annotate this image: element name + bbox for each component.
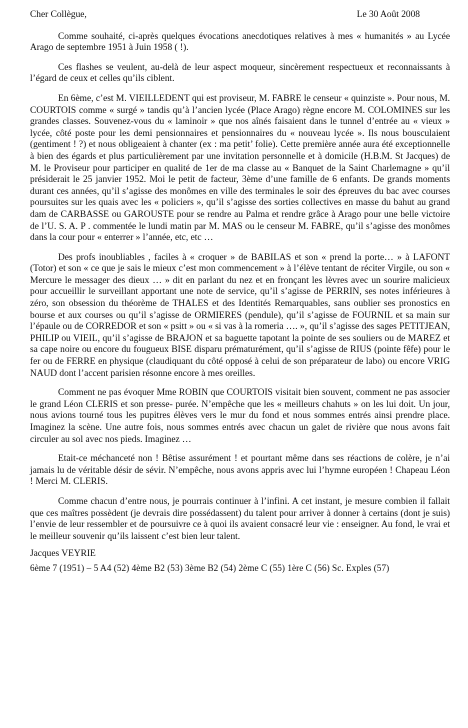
letter-header xyxy=(30,10,450,22)
signature: Jacques VEYRIE xyxy=(30,549,96,560)
paragraph-sixieme: En 6ème, c’est M. VIEILLEDENT qui est proviseur, M. FABRE le censeur « quinziste ». Pour nous, M. COURTOIS comme « surgé » tandis qu’à l’ancien lycée (Place Arago) règne encore M. COLOMINES sur les grandes classes. Souvenez-vous du « laminoir » que nos aînés faisaient dans le tunnel d’entrée au « vieux » lycée, côté poste pour les demi pensionnaires et pensionnaires du « nouveau lycée ». Ils nous bousculaient (gentiment ! ?) et nous obligeaient à chanter (ex : ma petit’ folie). Cette première année aura été exceptionnelle à bien des égards et plus particulièrement par une invitation personnelle et à domicile (H.B.M. St Jacques) de M. le Proviseur pour participer en qualité de 1er de ma classe au « Banquet de la Saint Charlemagne » qu’il présiderait le 25 janvier 1952. Moi le petit de facteur, 3ème d’une famille de 6 enfants. De grands moments durant ces années, qu’il s’agisse des monômes en ville des terminales le soir des épreuves du bac avec courses poursuites sur les quais avec les « policiers », qu’il s’agisse des sorties collectives en masse du bahut au grand dam de CARBASSE ou GAROUSTE pour se rendre au Palma et rendre grâce à Arago pour une belle victoire de l’U. S. A. P . commentée le lundi matin par M. MAS ou le censeur M. FABRE, qu’il s’agisse des monômes dans la cour pour « enterrer » l’année, etc, etc … xyxy=(30,93,450,244)
paragraph-conclusion: Comme chacun d’entre nous, je pourrais continuer à l’infini. A cet instant, je mesure combien il fallait que ces maîtres possèdent (je devrais dire possédassent) du talent pour arriver à donner à certains (dont je suis) l’envie de leur ressembler et de poursuivre ce à quoi ils avaient consacré leur vie : enseigner. Au fond, le vrai et le meilleur souvenir qu’ils laissent c’est bien leur talent. xyxy=(30,496,450,542)
paragraph-intro: Comme souhaité, ci-après quelques évocations anecdotiques relatives à mes « humanités » au Lycée Arago de septembre 1951 à Juin 1958 ( !). xyxy=(30,31,450,54)
classes-line: 6ème 7 (1951) – 5 A4 (52) 4ème B2 (53) 3ème B2 (54) 2ème C (55) 1ère C (56) Sc. Exples (57) xyxy=(30,562,390,573)
salutation: Cher Collègue, xyxy=(30,10,87,20)
paragraph-flashes: Ces flashes se veulent, au-delà de leur aspect moqueur, sincèrement respectueux et reconnaissants à l’égard de ceux et celles qu’ils ciblent. xyxy=(30,62,450,85)
paragraph-profs: Des profs inoubliables , faciles à « croquer » de BABILAS et son « prend la porte… » à LAFONT (Totor) et son « ce que je sais le mieux c’est mon commencement » à l’élève tentant de réciter Virgile, ou son « Mercure le messager des dieux … » dit en parlant du nez et en fronçant les lèvres avec un sourire malicieux pour accueillir le surveillant apportant une note de service, qu’il s’agisse de PERRIN, ses notes inférieures à zéro, son obsession du théorème de THALES et des Identités Remarquables, sans oublier ses pronostics en bourse et aux courses ou qu’il s’agisse de ORMIERES (pendule), qu’il s’agisse de FOURNIL et sa main sur l’épaule ou de CORREDOR et son « psitt » ou « si vas à la romeria …. », qu’il s’agisse des sages PETITJEAN, PHILIP ou VIEIL, qu’il s’agisse de BRAJON et sa baguette tapotant la pointe de ses souliers ou de MAREZ et sa cape noire ou encore du fougueux BISE disparu prématurément, qu’il s’agisse de RIUS (pointe fêfe) pour le fer ou de FERRE en physique (claudiquant du côté opposé à celui de son préparateur de labo) ou encore VRIG NAUD dont l’accent parisien résonne encore à mes oreilles. xyxy=(30,252,450,379)
paragraph-mechancete: Etait-ce méchanceté non ! Bêtise assurément ! et pourtant même dans ses réactions de colère, je n’ai jamais lu de véritable désir de sévir. N’empêche, nous avons appris avec lui l’hymne européen ! Chapeau Léon ! Merci M. CLERIS. xyxy=(30,454,450,488)
letter-date: Le 30 Août 2008 xyxy=(356,10,420,20)
paragraph-robin: Comment ne pas évoquer Mme ROBIN que COURTOIS visitait bien souvent, comment ne pas associer le grand Léon CLERIS et son presse- purée. N’empêche que les « meilleurs chahuts » on les lui doit. Un jour, nous avions tourné tous les pupitres élèves vers le mur du fond et nous sommes entrés ainsi prendre place. Imaginez la scène. Une autre fois, nous sommes entrés avec chacun un galet de rivière que nous avons fait circuler au sol avec nos pieds. Imaginez … xyxy=(30,388,450,445)
